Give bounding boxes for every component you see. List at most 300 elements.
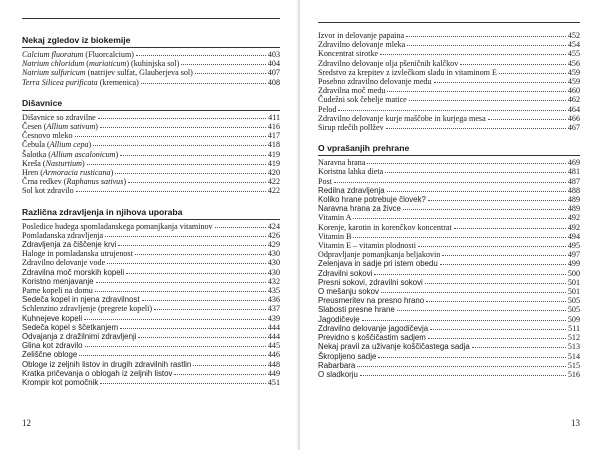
toc-entry-title-part: Pelod (318, 104, 337, 114)
dot-leader (142, 299, 266, 301)
dot-leader (353, 217, 565, 219)
section-title: O vprašanjih prehrane (318, 143, 410, 154)
toc-entry-title-part: Kratka pričevanja o oblogah iz zeljnih listov (22, 368, 173, 378)
toc-entry-title (318, 352, 376, 361)
toc-entry-title (22, 59, 179, 68)
toc-entry-page: 501 (567, 277, 580, 287)
toc-entry (318, 186, 580, 195)
toc-sections-left (22, 35, 280, 387)
toc-entry-title (318, 287, 379, 296)
toc-entry-title (318, 370, 358, 379)
toc-entry-page: 488 (567, 185, 580, 195)
toc-entry (22, 150, 280, 159)
toc-entry-title-part: Čudežni sok čebelje matice (318, 95, 407, 105)
toc-entry-title-part: Post (318, 176, 332, 186)
dot-leader (353, 236, 565, 238)
toc-entry-page: 420 (267, 168, 280, 178)
toc-entry-title (318, 40, 405, 49)
toc-entry-title-part: Naravna hrana za živce (318, 204, 401, 214)
toc-entry-title-part: Natrium sulfuricum (22, 68, 86, 78)
toc-entry-title (318, 278, 423, 287)
toc-sections-right (318, 31, 580, 379)
toc-entry-title-part: Allium sativum (46, 122, 96, 132)
dot-leader (128, 181, 266, 183)
top-rule (22, 18, 280, 19)
toc-entry-title (22, 360, 191, 369)
toc-entry-page: 445 (267, 341, 280, 351)
toc-entry-title-part: muriaticum (89, 59, 127, 69)
toc-entry (318, 324, 580, 333)
dot-leader (100, 126, 266, 128)
toc-entry-page: 444 (267, 332, 280, 342)
toc-entry-title-part: Haloge in pomladanska utrujenost (22, 249, 133, 259)
toc-entry-page: 439 (267, 313, 280, 323)
toc-entry-title-part: Zdravljenja za čiščenje krvi (22, 240, 117, 250)
toc-entry-title (22, 186, 74, 195)
toc-entry-page: 459 (567, 77, 580, 87)
dot-leader (380, 53, 566, 55)
section-rule (22, 47, 280, 48)
toc-entry (22, 332, 280, 341)
toc-entry-title-part: Nekaj pravil za uživanje koščičastega sadja (318, 342, 470, 352)
toc-entry-page: 404 (267, 59, 280, 69)
toc-entry-title (318, 167, 383, 176)
toc-entry (22, 258, 280, 267)
toc-entry-title-part: Obloge iz zeljnih listov in drugih zdravilnih rastlin (22, 359, 192, 369)
toc-entry-title-part: (kremenica) (97, 77, 139, 87)
toc-entry-title-part: Kuhnejeve kopeli (22, 313, 83, 323)
page-number-left: 12 (22, 418, 31, 428)
toc-entry-title-part: Terra Silicea purificata (22, 77, 98, 87)
toc-entry-title (318, 296, 424, 305)
toc-entry-title-part: Posledice hudega spomladanskega pomanjkanja vitaminov (22, 221, 213, 231)
toc-entry (22, 222, 280, 231)
toc-entry-page: 426 (267, 230, 280, 240)
dot-leader (75, 135, 266, 137)
dot-leader (141, 82, 266, 84)
toc-entry (22, 268, 280, 277)
dot-leader (120, 154, 266, 156)
toc-entry-title-part: Dišavnice so zdravilne (22, 112, 96, 122)
toc-entry-title-part: Sedeča kopel s ščetkanjem (22, 322, 119, 332)
toc-entry-title-part: O sladkorju (318, 369, 358, 379)
dot-leader (428, 337, 566, 339)
dot-leader (387, 90, 565, 92)
dot-leader (118, 244, 266, 246)
toc-entry (318, 68, 580, 77)
toc-entry-title-part: Koliko hrane potrebuje človek? (318, 195, 426, 205)
toc-entry (318, 167, 580, 176)
dot-leader (488, 118, 566, 120)
toc-entry-page: 419 (267, 158, 280, 168)
toc-entry-title (318, 361, 355, 370)
toc-entry-title (22, 286, 93, 295)
section-rule (318, 155, 580, 156)
toc-entry-title-part: Zdravilna moč morskih kopeli (22, 267, 125, 277)
toc-entry-title (22, 222, 213, 231)
dot-leader (397, 309, 566, 311)
toc-entry (318, 105, 580, 114)
toc-entry-title (318, 250, 440, 259)
toc-entry-page: 446 (267, 350, 280, 360)
toc-entry-title (22, 277, 94, 286)
dot-leader (407, 44, 566, 46)
toc-entry (318, 333, 580, 342)
toc-entry-title-part: Pomladanska zdravljenja (22, 230, 104, 240)
toc-entry-title (318, 232, 351, 241)
dot-leader (107, 262, 266, 264)
toc-entry-page: 516 (567, 369, 580, 379)
toc-entry (22, 341, 280, 350)
toc-entry (318, 296, 580, 305)
toc-entry-title-part: Armoracia rusticana (42, 168, 111, 178)
toc-entry-title (22, 150, 118, 159)
toc-entry-page: 505 (567, 305, 580, 315)
dot-leader (96, 281, 266, 283)
toc-entry-page: 456 (567, 58, 580, 68)
section-title: Nekaj zgledov iz biokemije (22, 35, 131, 45)
toc-entry (318, 342, 580, 351)
toc-entry-title-part: Česen ( (22, 122, 47, 132)
toc-entry (22, 323, 280, 332)
toc-entry-title-part: Zelenjava in sadje pri istem obedu (318, 259, 438, 269)
toc-entry-title-part: (Fluorcalcium) (83, 50, 134, 59)
toc-entry-page: 492 (567, 213, 580, 223)
toc-entry (22, 350, 280, 359)
toc-entry-title-part: Koristna lahka dieta (318, 167, 384, 177)
toc-entry-title-part: Slabosti presne hrane (318, 305, 395, 315)
toc-entry-list (22, 222, 280, 388)
toc-entry-page: 448 (267, 359, 280, 369)
toc-entry-page: 418 (267, 140, 280, 150)
toc-entry (318, 305, 580, 314)
toc-entry-page: 492 (567, 222, 580, 232)
toc-entry (318, 315, 580, 324)
dot-leader (79, 354, 266, 356)
dot-leader (85, 345, 266, 347)
dot-leader (472, 346, 566, 348)
toc-entry (22, 50, 280, 59)
toc-entry-title-part: Hren ( (22, 168, 43, 178)
toc-entry-title (22, 240, 116, 249)
toc-entry-page: 408 (267, 77, 280, 87)
toc-entry-page: 435 (267, 286, 280, 296)
toc-entry-title (318, 49, 378, 58)
dot-leader (120, 327, 266, 329)
toc-entry-page: 495 (567, 241, 580, 251)
toc-entry-title (22, 369, 172, 378)
dot-leader (93, 144, 266, 146)
toc-entry (318, 269, 580, 278)
toc-entry-title-part: Presni sokovi, zdravilni sokovi (318, 277, 423, 287)
toc-entry (22, 177, 280, 186)
toc-entry-title (22, 177, 126, 186)
toc-entry-title-part: Sirup rdečih pollžev (318, 123, 384, 133)
dot-leader (126, 272, 266, 274)
dot-leader (409, 99, 566, 101)
toc-entry-list (22, 50, 280, 87)
toc-entry-title-part: Sol kot zdravilo (22, 186, 74, 196)
toc-entry-title-part: Korenje, karotin in korenčkov koncentrat (318, 222, 452, 232)
toc-entry-title-part: Zdravilna moč medu (318, 86, 386, 96)
toc-entry-title (318, 177, 332, 186)
toc-entry (318, 158, 580, 167)
toc-entry-title-part: Naravna hrana (318, 158, 366, 168)
toc-entry-page: 459 (567, 67, 580, 77)
toc-entry (22, 140, 280, 149)
toc-section (22, 98, 280, 196)
toc-entry-title (318, 68, 497, 77)
toc-entry-title-part: Preusmeritev na presno hrano (318, 296, 425, 306)
toc-entry (318, 40, 580, 49)
toc-entry-title-part: Šalotka ( (22, 149, 51, 159)
toc-entry-title-part: Sredstvo za krepitev z izvlečkom sladu in vitaminom E (318, 67, 497, 77)
toc-entry (22, 113, 280, 122)
toc-entry-title (318, 324, 428, 333)
toc-entry-title (22, 78, 139, 87)
toc-entry-page: 469 (567, 158, 580, 168)
toc-entry (318, 361, 580, 370)
dot-leader (418, 245, 566, 247)
toc-entry-title (318, 186, 385, 195)
toc-entry-page: 437 (267, 304, 280, 314)
toc-entry-page: 466 (567, 113, 580, 123)
dot-leader (425, 282, 566, 284)
toc-entry-page: 417 (267, 131, 280, 141)
toc-entry-title-part: Zdravilno delovanje olja pšeničnih kalčkov (318, 58, 459, 68)
dot-leader (381, 291, 566, 293)
toc-entry-title-part: ) (95, 122, 98, 132)
toc-entry (318, 123, 580, 132)
toc-entry-page: 416 (267, 122, 280, 132)
toc-entry (22, 314, 280, 323)
dot-leader (105, 235, 266, 237)
toc-entry-title (22, 350, 77, 359)
toc-entry (22, 369, 280, 378)
toc-entry (22, 286, 280, 295)
toc-entry-page: 513 (567, 342, 580, 352)
toc-entry-title (22, 231, 103, 240)
toc-entry-page: 464 (567, 104, 580, 114)
toc-entry-list (318, 31, 580, 132)
toc-entry (22, 360, 280, 369)
dot-leader (367, 162, 565, 164)
toc-entry (318, 287, 580, 296)
toc-entry-page: 499 (567, 259, 580, 269)
toc-entry (318, 213, 580, 222)
toc-entry-page: 419 (267, 149, 280, 159)
toc-entry-title-part: Koristno menjavanje (22, 276, 94, 286)
toc-entry-page: 511 (568, 323, 580, 333)
toc-entry (318, 59, 580, 68)
toc-entry-page: 436 (267, 295, 280, 305)
dot-leader (84, 318, 266, 320)
toc-entry-title (318, 223, 452, 232)
toc-entry-title (318, 315, 360, 324)
section-title: Dišavnice (22, 97, 63, 108)
toc-entry-title (22, 258, 105, 267)
toc-entry-page: 500 (567, 268, 580, 278)
toc-entry-title (318, 204, 401, 213)
toc-entry-title-part: Črna redkev ( (22, 177, 67, 187)
toc-entry-title-part: Česnovo mleko (22, 131, 73, 141)
dot-leader (403, 208, 566, 210)
toc-entry-title-part: Zdravilni sokovi (318, 268, 373, 278)
toc-entry (22, 59, 280, 68)
toc-entry-page: 430 (267, 249, 280, 259)
dot-leader (454, 227, 566, 229)
toc-entry-title (318, 31, 404, 40)
dot-leader (95, 290, 266, 292)
toc-entry (318, 250, 580, 259)
toc-entry-title-part: ) (88, 140, 92, 150)
toc-entry (22, 249, 280, 258)
toc-entry-title-part: Odpravljanje pomanjkanja beljakovin (318, 250, 441, 260)
dot-leader (460, 63, 566, 65)
toc-entry-list (22, 113, 280, 196)
toc-entry-title-part: Previdno s koščičastim sadjem (318, 333, 426, 343)
toc-entry-title (22, 159, 85, 168)
toc-entry (22, 78, 280, 87)
toc-entry-title (22, 378, 98, 387)
toc-entry-title-part: Zdravilno delovanje kurje maščobe in kurjega mesa (318, 113, 486, 123)
toc-entry-title (318, 95, 407, 104)
toc-entry (318, 232, 580, 241)
toc-entry-title (22, 68, 193, 77)
dot-leader (215, 226, 266, 228)
toc-entry-page: 422 (267, 186, 280, 196)
toc-entry-title-part: ) (110, 168, 114, 178)
dot-leader (76, 190, 266, 192)
toc-entry-title-part: Rabarbara (318, 360, 356, 370)
dot-leader (374, 273, 565, 275)
dot-leader (100, 382, 266, 384)
toc-section (22, 207, 280, 388)
toc-entry-title (318, 259, 438, 268)
toc-entry (22, 122, 280, 131)
toc-entry-title (22, 168, 113, 177)
toc-entry (22, 304, 280, 313)
toc-entry (318, 223, 580, 232)
dot-leader (334, 181, 566, 183)
dot-leader (442, 254, 566, 256)
toc-entry (318, 370, 580, 379)
dot-leader (181, 63, 265, 65)
toc-entry-page: 454 (567, 40, 580, 50)
dot-leader (138, 336, 265, 338)
toc-entry-title (22, 113, 96, 122)
toc-entry-page: 407 (267, 68, 280, 78)
toc-entry-page: 451 (267, 378, 280, 388)
dot-leader (430, 328, 566, 330)
toc-entry-page: 505 (567, 296, 580, 306)
dot-leader (174, 373, 265, 375)
toc-entry-title (22, 314, 82, 323)
toc-entry-page: 467 (567, 123, 580, 133)
toc-entry (22, 240, 280, 249)
toc-entry-title-part: Nasturtium (45, 158, 83, 168)
toc-entry-title-part: Jagodičevje (318, 314, 360, 324)
dot-leader (135, 253, 266, 255)
toc-entry-title (318, 305, 395, 314)
toc-entry-page: 489 (567, 195, 580, 205)
toc-entry-page: 462 (567, 95, 580, 105)
toc-entry (318, 259, 580, 268)
toc-entry-title-part: Škropljeno sadje (318, 351, 377, 361)
dot-leader (406, 35, 566, 37)
toc-entry-title (22, 268, 124, 277)
toc-entry-title-part: Zdravilno delovanje vode (22, 258, 106, 268)
dot-leader (360, 374, 566, 376)
toc-entry-page: 455 (567, 49, 580, 59)
toc-entry-title (22, 122, 98, 131)
dot-leader (357, 365, 566, 367)
toc-entry (318, 195, 580, 204)
toc-entry-title-part: Vitamin B (318, 231, 352, 241)
toc-entry-title (318, 333, 426, 342)
toc-entry (318, 49, 580, 58)
toc-entry-title (22, 341, 83, 350)
toc-entry-page: 429 (267, 240, 280, 250)
toc-entry-title (22, 295, 140, 304)
toc-entry-page: 515 (567, 360, 580, 370)
toc-entry-title (318, 105, 336, 114)
toc-entry-page: 403 (267, 50, 280, 59)
toc-entry-title-part: Zdravilno delovanje jagodičevja (318, 323, 429, 333)
toc-section (318, 31, 580, 132)
toc-entry-page: 501 (567, 287, 580, 297)
dot-leader (387, 190, 566, 192)
toc-entry-page: 512 (567, 333, 580, 343)
toc-entry-title-part: Allium cepa (49, 140, 89, 150)
toc-entry-title (318, 59, 458, 68)
toc-entry (318, 278, 580, 287)
dot-leader (362, 319, 566, 321)
toc-entry-page: 432 (267, 276, 280, 286)
toc-entry-page: 424 (267, 221, 280, 231)
toc-entry-page: 481 (567, 167, 580, 177)
toc-entry-title-part: Sedeča kopel in njena zdravilnost (22, 295, 140, 305)
toc-entry-title-part: Vitamin E – vitamin plodnosti (318, 241, 416, 251)
toc-entry (22, 186, 280, 195)
dot-leader (426, 300, 566, 302)
toc-entry-title-part: Koncentrat sirotke (318, 49, 379, 59)
toc-entry (22, 378, 280, 387)
toc-entry-title (318, 195, 426, 204)
toc-entry-title-part: Kreša ( (22, 158, 46, 168)
toc-entry-title-part: Odvajanja z dražilnimi zdravljenji (22, 332, 137, 342)
toc-entry-title-part: ) (115, 149, 119, 159)
toc-entry (22, 231, 280, 240)
toc-section (22, 35, 280, 87)
dot-leader (338, 109, 565, 111)
toc-entry-title (318, 213, 351, 222)
toc-entry-page: 514 (567, 351, 580, 361)
toc-entry-title-part: ) (82, 158, 85, 168)
toc-entry-title-part: ( (84, 59, 89, 69)
dot-leader (440, 263, 566, 265)
toc-entry-page: 452 (567, 31, 580, 40)
dot-leader (195, 72, 266, 74)
dot-leader (136, 54, 266, 56)
toc-entry-title-part: Čebula ( (22, 140, 50, 150)
toc-entry (22, 277, 280, 286)
toc-entry-title-part: Glina kot zdravilo (22, 341, 83, 351)
toc-entry-title (22, 50, 134, 59)
toc-entry-title (318, 77, 432, 86)
toc-entry-page: 509 (567, 314, 580, 324)
toc-entry (318, 77, 580, 86)
